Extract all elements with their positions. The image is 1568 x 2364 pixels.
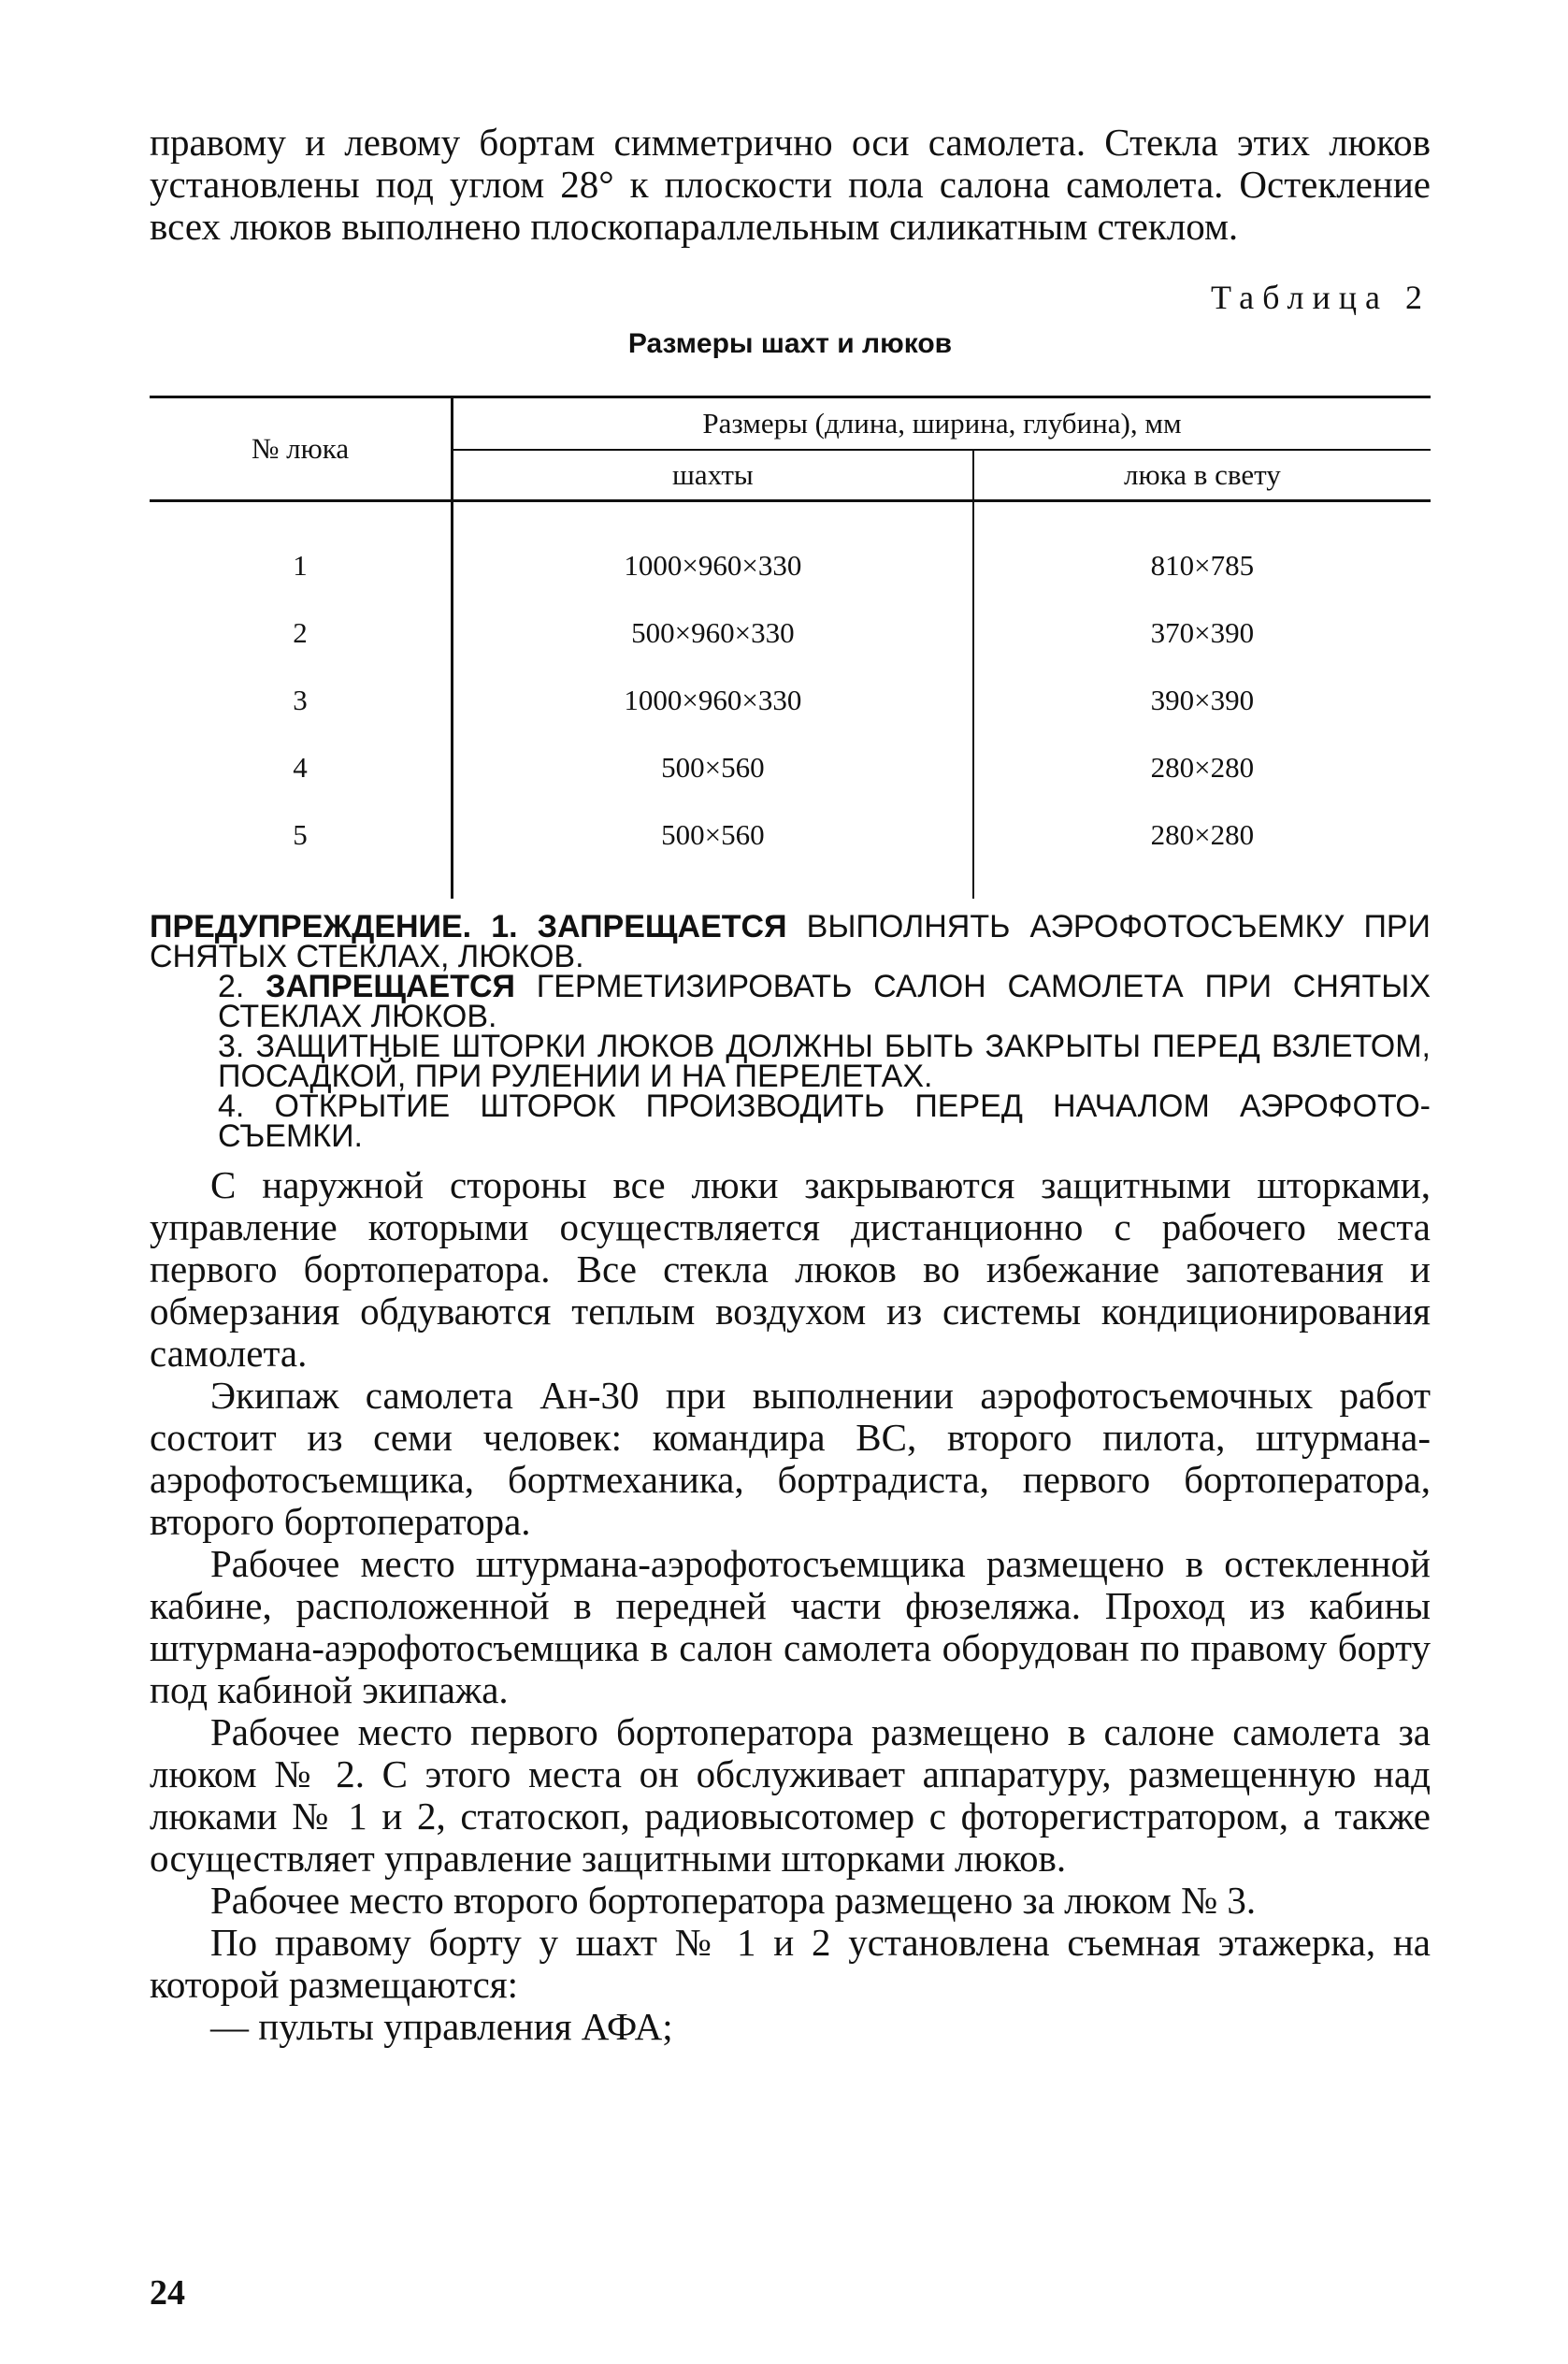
col-header-shaft: шахты (453, 450, 973, 501)
warning-block (150, 909, 1431, 1154)
hatch-dimensions-table (150, 396, 1431, 899)
warning-item-3: 3. ЗАЩИТНЫЕ ШТОРКИ ЛЮКОВ ДОЛЖНЫ БЫТЬ ЗАКРЫТЫ ПЕРЕД ВЗЛЕТОМ, ПОСАДКОЙ, ПРИ РУЛЕНИИ И НА ПЕРЕЛЕТАХ. (218, 1029, 1431, 1094)
warning-item-1 (150, 909, 1431, 974)
paragraph: Экипаж самолета Ан-30 при выполнении аэрофотосъемочных работ состоит из семи человек: командира ВС, второго пилота, штурмана-аэрофотосъемщика, бортмеханика, бортрадиста, первого бортоператора, второго бортоператора. (150, 1374, 1431, 1543)
paragraph: Рабочее место штурмана-аэрофотосъемщика размещено в остекленной кабине, расположенной в передней части фюзеляжа. Проход из кабины штурмана-аэрофотосъемщика в салон самолета оборудован по правому борту под кабиной экипажа. (150, 1542, 1431, 1711)
cell-hatch-number: 5 (150, 801, 453, 869)
cell-hatch-number: 1 (150, 532, 453, 599)
warning-title: ПРЕДУПРЕЖДЕНИЕ. 1. (150, 909, 518, 944)
table-row (150, 532, 1431, 599)
warning-item-number: 2. (218, 969, 245, 1004)
warning-item-4: 4. ОТКРЫТИЕ ШТОРОК ПРОИЗВОДИТЬ ПЕРЕД НАЧАЛОМ АЭРОФОТО-СЪЕМКИ. (218, 1088, 1431, 1154)
paragraph: По правому борту у шахт № 1 и 2 установлена съемная этажерка, на которой размещаются: (150, 1921, 1431, 2006)
cell-shaft-size: 1000×960×330 (453, 667, 973, 734)
col-header-hatch-clear: люка в свету (973, 450, 1431, 501)
cell-hatch-size: 370×390 (1150, 616, 1255, 649)
cell-hatch-number: 3 (150, 667, 453, 734)
warning-item-2 (150, 969, 1431, 1034)
cell-hatch-number: 4 (150, 734, 453, 801)
cell-hatch-number: 2 (150, 599, 453, 667)
cell-hatch-size: 390×390 (1150, 684, 1255, 716)
table-row (150, 734, 1431, 801)
intro-paragraph: правому и левому бортам симметрично оси самолета. Стекла этих люков установлены под углом 28° к плоскости пола салона самолета. Остекление всех люков выполнено плоскопараллельным силикатным стеклом. (150, 121, 1431, 248)
paragraph: С наружной стороны все люки закрываются защитными шторками, управление которыми осуществляется дистанционно с рабочего места первого бортоператора. Все стекла люков во избежание запотевания и обмерзания обдуваются теплым воздухом из системы кондиционирования самолета. (150, 1163, 1431, 1375)
cell-hatch-size: 280×280 (1150, 818, 1255, 851)
page-number: 24 (150, 2273, 185, 2313)
table-row (150, 667, 1431, 734)
table-row (150, 599, 1431, 667)
table-title: Размеры шахт и люков (627, 328, 953, 359)
warning-emphasis: ЗАПРЕЩАЕТСЯ (266, 969, 515, 1004)
cell-shaft-size: 500×560 (453, 801, 973, 869)
document-page (150, 122, 1431, 2048)
cell-hatch-size: 810×785 (1150, 549, 1255, 582)
paragraph: Рабочее место второго бортоператора размещено за люком № 3. (210, 1879, 1257, 1922)
table-row (150, 801, 1431, 869)
paragraph: Рабочее место первого бортоператора размещено в салоне самолета за люком № 2. С этого места он обслуживает аппаратуру, размещенную над люками № 1 и 2, статоскоп, радиовысотомер с фоторегистратором, а также осуществляет управление защитными шторками люков. (150, 1710, 1431, 1880)
paragraph: — пульты управления АФА; (210, 2005, 673, 2048)
col-header-hatch-number: № люка (150, 397, 453, 501)
cell-shaft-size: 1000×960×330 (453, 532, 973, 599)
warning-emphasis: ЗАПРЕЩАЕТСЯ (537, 909, 787, 944)
warning-text: ГЕРМЕТИЗИРОВАТЬ САЛОН САМОЛЕТА ПРИ СНЯТЫХ СТЕКЛАХ ЛЮКОВ. (218, 969, 1431, 1034)
cell-hatch-size: 280×280 (1150, 751, 1255, 784)
col-header-dimensions: Размеры (длина, ширина, глубина), мм (453, 397, 1431, 451)
table-label: Таблица 2 (1211, 279, 1431, 316)
cell-shaft-size: 500×960×330 (453, 599, 973, 667)
warning-text: ВЫПОЛНЯТЬ АЭРОФОТОСЪЕМКУ ПРИ СНЯТЫХ СТЕКЛАХ, ЛЮКОВ. (150, 909, 1431, 974)
body-text (150, 1164, 1431, 2048)
cell-shaft-size: 500×560 (453, 734, 973, 801)
